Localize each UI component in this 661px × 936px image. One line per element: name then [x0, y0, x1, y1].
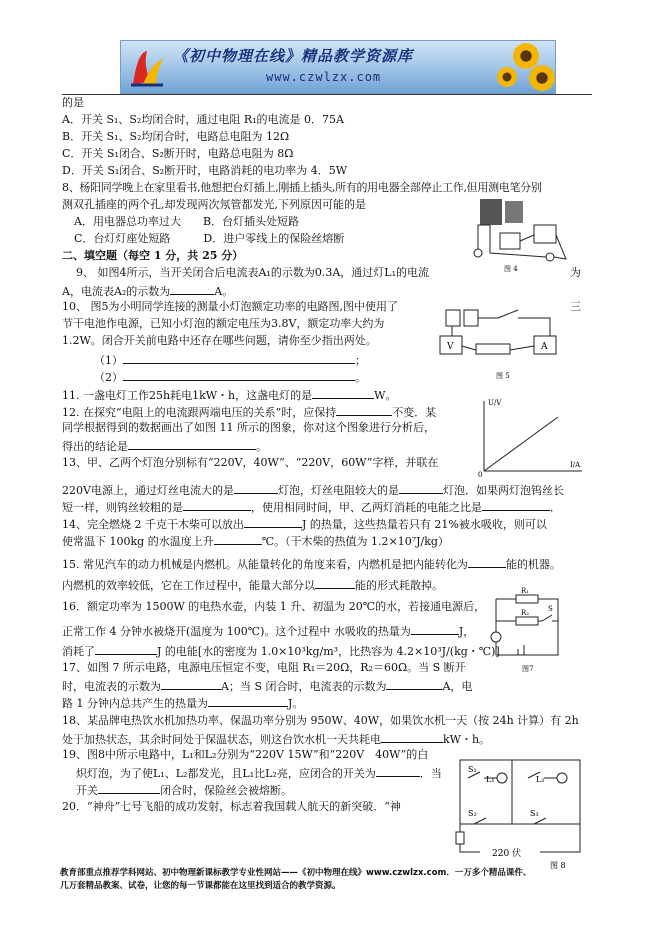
answer-blank	[381, 731, 443, 743]
switch-icon	[498, 310, 518, 318]
site-logo-icon	[127, 45, 167, 89]
s3-label: S₃	[530, 809, 539, 818]
lamp-l1-icon	[497, 773, 507, 783]
answer-blank	[95, 643, 157, 655]
voltage-label: 220 伏	[492, 849, 522, 859]
s1-label: S₁	[468, 765, 477, 774]
battery-icon	[480, 199, 502, 225]
x-axis-label: I/A	[570, 461, 581, 469]
answer-blank	[128, 438, 256, 450]
sunflower-icon	[529, 65, 555, 91]
answer-blank	[98, 782, 160, 794]
question-17: 17、如图 7 所示电路，电源电压恒定不变，电阻 R₁＝20Ω，R₂＝60Ω。当 S 断开	[62, 661, 466, 674]
question-14: 14、完全燃烧 2 千克干木柴可以放出 J 的热量，这些热量若只有 21%被水吸收，则可以	[62, 518, 547, 531]
answer-blank	[312, 387, 374, 399]
question-20: 20．“神舟”七号飞船的成功发射，标志着我国载人航天的新突破．“神	[62, 800, 401, 813]
sunflower-icon	[513, 43, 539, 69]
footer-line-2: 几万套精品教案、试卷，让您的每一节课都能在这里找到适合的教学资源。	[60, 881, 341, 891]
question-13: 13、甲、乙两个灯泡分别标有“220V，40W”、“220V，60W”字样，并联在	[62, 456, 439, 469]
answer-blank	[161, 678, 221, 690]
text-line: 同学根据得到的数据画出了如图 11 所示的图象，你对这个图象进行分析后，	[62, 421, 435, 434]
text-line: 为	[570, 266, 581, 279]
origin-label: 0	[478, 471, 483, 477]
text-line: 测双孔插座的两个孔,却发现两次氖管都发光,下列原因可能的是	[62, 198, 366, 211]
svg-text:V: V	[447, 342, 454, 352]
y-axis-label: U/V	[488, 399, 502, 407]
r2-label: R₂	[521, 609, 530, 617]
section-heading: 二、填空题（每空 1 分，共 25 分）	[62, 249, 244, 262]
data-line	[484, 417, 558, 471]
answer-blank	[336, 404, 392, 416]
lamp-l2-icon	[557, 773, 567, 783]
ammeter-icon	[534, 225, 556, 243]
answer-blank	[386, 678, 442, 690]
question-18: 18、某品牌电热饮水机加热功率、保温功率分别为 950W、40W，如果饮水机一天（按 24h 计算）有 2h	[62, 714, 579, 727]
fuse-icon	[456, 832, 464, 844]
lamp-icon	[474, 249, 482, 257]
question-15-line2: 内燃机的效率较低，它在工作过程中，能量大部分以 能的形式耗散掉。	[62, 579, 443, 592]
question-12: 12. 在探究“电阻上的电流跟两端电压的关系”时，应保持 不变．某	[62, 406, 437, 419]
resistor-r1-icon	[516, 595, 538, 603]
question-16-line3: 消耗了 J 的电能[水的密度为 1.0×10³kg/m³，比热容为 4.2×10³J/(kg・℃)]	[62, 645, 500, 658]
question-13-line3: 短一样，则钨丝较粗的是 ，使用相同时间，甲、乙两灯消耗的电能之比是 ．	[62, 501, 561, 514]
header-rule	[62, 94, 592, 95]
answer-blank	[234, 482, 278, 494]
answer-blank	[482, 499, 550, 511]
text-line: 节干电池作电源，已知小灯泡的额定电压为3.8V，额定功率大约为	[62, 317, 385, 330]
question-15: 15. 常见汽车的动力机械是内燃机。从能量转化的角度来看，内燃机是把内能转化为 能的机器。	[62, 558, 561, 571]
answer-blank	[468, 556, 506, 568]
ammeter-icon	[491, 632, 501, 642]
rheostat-icon	[476, 344, 510, 354]
question-18-line2: 处于加热状态，其余时间处于保温状态，则这台饮水机一天共耗电 kW・h。	[62, 733, 491, 746]
text-line: 1.2W。闭合开关前电路中还存在哪些问题，请你至少指出两处。	[62, 334, 377, 347]
answer-blank	[123, 352, 355, 364]
option-a: A．开关 S₁、S₂均闭合时，通过电阻 R₁的电流是 0．75A	[62, 113, 344, 126]
svg-text:A: A	[541, 342, 548, 352]
l1-label: L₁	[486, 775, 495, 784]
options-8-cd: C．台灯灯座处短路 D．进户零线上的保险丝熔断	[74, 232, 345, 245]
answer-blank	[214, 533, 262, 545]
answer-blank	[183, 499, 251, 511]
question-9: 9、 如图4所示，当开关闭合后电流表A₁的示数为0.3A，通过灯L₁的电流	[76, 266, 429, 279]
banner-url: www.czwlzx.com	[266, 70, 382, 84]
figure-caption: 图 4	[504, 265, 518, 273]
answer-blank	[170, 283, 214, 295]
lamp-icon	[546, 253, 554, 261]
r1-label: R₁	[521, 587, 530, 595]
l2-label: L₂	[536, 775, 545, 784]
sunflower-icon	[497, 67, 517, 87]
battery-icon	[505, 201, 523, 223]
answer-blank	[411, 623, 459, 635]
question-16-line2: 正常工作 4 分钟水被烧开(温度为 100℃)。这个过程中 水吸收的热量为 J，	[62, 625, 475, 638]
question-19-line3: 开关 闭合时，保险丝会被熔断。	[76, 784, 292, 797]
figure-caption: 图7	[522, 665, 534, 673]
header-banner	[120, 40, 556, 94]
option-d: D．开关 S₁闭合、S₂断开时，电路消耗的电功率为 4．5W	[62, 164, 348, 177]
answer-blank	[208, 695, 288, 707]
battery-icon	[446, 310, 460, 326]
question-13-line2: 220V电源上，通过灯丝电流大的是 灯泡，灯丝电阻较大的是 灯泡．如果两灯泡钨丝长	[62, 484, 564, 497]
option-c: C．开关 S₁闭合、S₂断开时，电路总电阻为 8Ω	[62, 147, 294, 160]
figure-7	[488, 585, 563, 677]
footer-line-1: 教育部重点推荐学科网站、初中物理新课标教学专业性网站——《初中物理在线》www.czwlzx.com．一万多个精品课件、	[60, 868, 532, 878]
text-line: 的是	[62, 96, 84, 109]
answer-line-1: （1） ；	[94, 354, 366, 367]
question-19: 19、图8中所示电路中，L₁和L₂分别为“220V 15W”和“220V 40W”的白	[62, 748, 429, 761]
question-16: 16．额定功率为 1500W 的电热水壶，内装 1 升、初温为 20℃的水，若接通电源后，	[62, 600, 486, 613]
options-8-ab: A．用电器总功率过大 B．台灯插头处短路	[74, 215, 300, 228]
question-9-line2: A，电流表A₂的示数为 A。	[62, 285, 234, 298]
answer-blank	[376, 765, 420, 777]
banner-title: 《初中物理在线》精品教学资源库	[173, 47, 414, 65]
answer-blank	[399, 482, 443, 494]
figure-5	[438, 300, 563, 382]
ammeter-icon	[500, 233, 520, 249]
figure-8	[450, 752, 590, 870]
answer-line-2: （2） 。	[94, 371, 366, 384]
text-line: 得出的结论是 。	[62, 440, 267, 453]
question-19-line2: 炽灯泡，为了使L₁、L₂都发光，且L₁比L₂亮，应闭合的开关为 ．当	[76, 767, 442, 780]
answer-blank	[315, 577, 355, 589]
question-17-line3: 路 1 分钟内总共产生的热量为 J。	[62, 697, 304, 710]
question-10: 10、 图5为小明同学连接的测量小灯泡额定功率的电路图,图中使用了	[62, 300, 398, 313]
battery-icon	[464, 310, 478, 326]
option-b: B．开关 S₁、S₂均闭合时，电路总电阻为 12Ω	[62, 130, 290, 143]
figure-4	[460, 195, 580, 275]
question-14-line2: 使常温下 100kg 的水温度上升 ℃。（干木柴的热值为 1.2×10⁷J/kg）	[62, 535, 449, 548]
answer-blank	[123, 369, 355, 381]
s2-label: S₂	[468, 809, 477, 818]
figure-caption: 图 8	[550, 861, 566, 870]
text-line: 三	[570, 300, 581, 313]
answer-blank	[244, 516, 302, 528]
switch-label: S	[548, 605, 553, 613]
question-17-line2: 时，电流表的示数为 A；当 S 闭合时，电流表的示数为 A，电	[62, 680, 473, 693]
question-8: 8、杨阳同学晚上在家里看书,他想把台灯插上,刚插上插头,所有的用电器全部停止工作,但用测电笔分别	[62, 181, 542, 194]
figure-11-graph	[478, 395, 588, 477]
figure-caption: 图 5	[496, 372, 510, 380]
resistor-r2-icon	[516, 617, 538, 625]
question-11: 11. 一盏电灯工作25h耗电1kW・h，这盏电灯的是 W。	[62, 389, 397, 402]
